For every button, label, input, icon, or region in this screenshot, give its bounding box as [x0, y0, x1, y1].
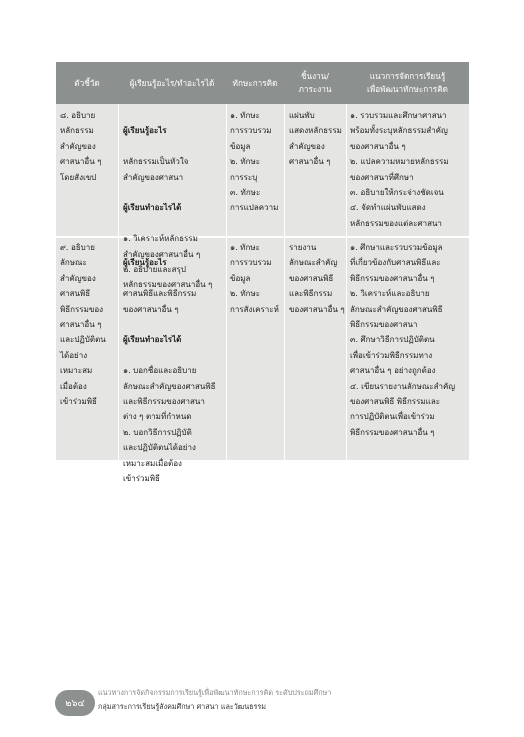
row1-learn-text: หลักธรรมเป็นหัวใจ สำคัญของศาสนา: [123, 157, 189, 182]
row1-work: แผ่นพับ แสดงหลักธรรม สำคัญของ ศาสนาอื่น ๆ: [289, 111, 342, 167]
row1-do-text: ๑. วิเคราะห์หลักธรรม สำคัญของศาสนาอื่น ๆ ๒. อธิบายและสรุป หลักธรรมของศาสนาอื่น ๆ: [123, 234, 213, 290]
column-divider: [284, 104, 285, 460]
row1-skills: ๑. ทักษะ การรวบรวม ข้อมูล ๒. ทักษะ การระบุ ๓. ทักษะ การแปลความ: [230, 111, 279, 213]
row2-work: รายงาน ลักษณะสำคัญ ของศาสนพิธี และพิธีกรรม ของศาสนาอื่น ๆ: [289, 243, 345, 314]
row2-do-heading: ผู้เรียนทำอะไรได้: [123, 335, 182, 345]
header-indicator: ตัวชี้วัด: [74, 77, 100, 88]
row2-skills: ๑. ทักษะ การรวบรวม ข้อมูล ๒. ทักษะ การสังเคราะห์: [230, 243, 279, 314]
row1-learn-heading: ผู้เรียนรู้อะไร: [123, 126, 167, 136]
curriculum-table: [56, 62, 469, 484]
row1-indicator: ๘. อธิบาย หลักธรรม สำคัญของ ศาสนาอื่น ๆ โดยสังเขป: [60, 111, 102, 182]
row2-learn-text: ศาสนพิธีและพิธีกรรม ของศาสนาอื่น ๆ: [123, 289, 197, 314]
footer-book-title: แนวทางการจัดกิจกรรมการเรียนรู้เพื่อพัฒนาทักษะการคิด ระดับประถมศึกษา: [98, 688, 332, 697]
header-approach: แนวการจัดการเรียนรู้ เพื่อพัฒนาทักษะการคิด: [367, 71, 448, 94]
footer-subject: กลุ่มสาระการเรียนรู้สังคมศึกษา ศาสนา และวัฒนธรรม: [98, 702, 267, 711]
header-work: ชิ้นงาน/ ภาระงาน: [298, 71, 332, 94]
row1-approach: ๑. รวบรวมและศึกษาศาสนา พร้อมทั้งระบุหลักธรรมสำคัญ ของศาสนาอื่น ๆ ๒. แปลความหมายหลักธรรม ของศาสนาที่ศึกษา ๓. อธิบายให้กระจ่างชัดเจน ๔. จัดทำแผ่นพับแสดง หลักธรรมของแต่ละศาสนา: [350, 111, 449, 228]
row1-do-heading: ผู้เรียนทำอะไรได้: [123, 203, 182, 213]
table-header: [56, 62, 469, 104]
header-thinking-skills: ทักษะการคิด: [232, 77, 278, 88]
row2-indicator: ๙. อธิบาย ลักษณะ สำคัญของ ศาสนพิธี พิธีกรรมของ ศาสนาอื่น ๆ และปฏิบัติตน ได้อย่าง เหมาะสม เมื่อต้อง เข้าร่วมพิธี: [60, 243, 106, 407]
row2-approach: ๑. ศึกษาและรวบรวมข้อมูล ที่เกี่ยวข้องกับศาสนพิธีและ พิธีกรรมของศาสนาอื่น ๆ ๒. วิเคราะห์และอธิบาย ลักษณะสำคัญของศาสนพิธี พิธีกรรมของศาสนา ๓. ศึกษาวิธีการปฏิบัติตน เพื่อเข้าร่วมพิธีกรรมทาง ศาสนาอื่น ๆ อย่างถูกต้อง ๔. เขียนรายงานลักษณะสำคัญ ของศาสนพิธี พิธีกรรมและ การปฏิบัติตนเพื่อเข้าร่วม พิธีกรรมของศาสนาอื่น ๆ: [350, 243, 456, 437]
row2-do-text: ๑. บอกชื่อและอธิบาย ลักษณะสำคัญของศาสนพิธี และพิธีกรรมของศาสนา ต่าง ๆ ตามที่กำหนด ๒. บอกวิธีการปฏิบัติ และปฏิบัติตนได้อย่าง เหมาะสมเมื่อต้อง เข้าร่วมพิธี: [123, 366, 216, 484]
column-divider: [226, 104, 227, 460]
row-divider: [56, 236, 469, 238]
row2-learn-heading: ผู้เรียนรู้อะไร: [123, 258, 167, 268]
header-learning: ผู้เรียนรู้อะไร/ทำอะไรได้: [129, 77, 215, 88]
column-divider: [118, 104, 119, 460]
column-divider: [346, 104, 347, 460]
page-number: ๒๖๔: [55, 690, 95, 716]
row2-learning: [123, 240, 225, 502]
